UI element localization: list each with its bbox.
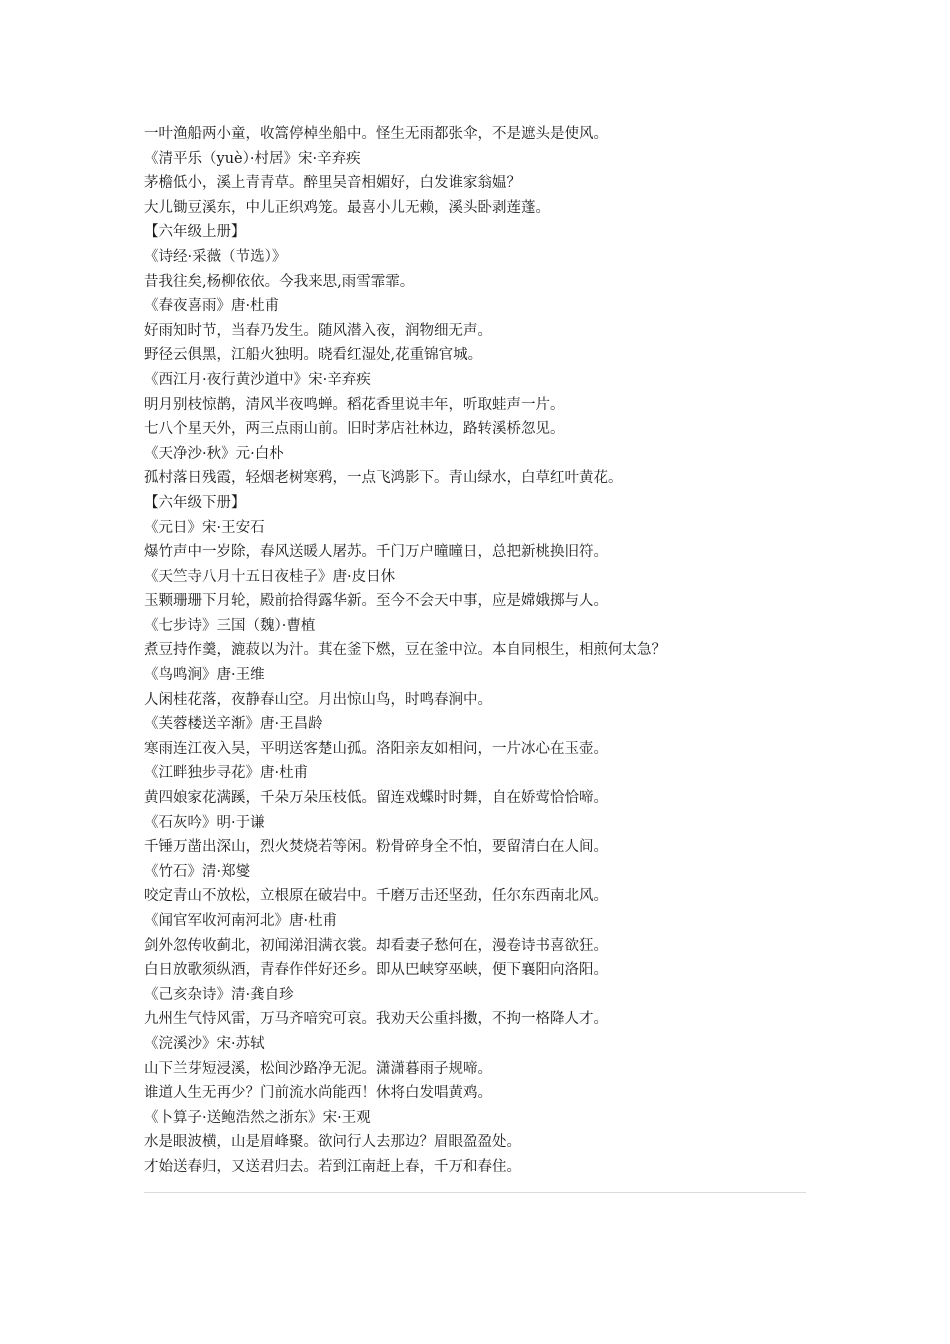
text-line: 《天竺寺八月十五日夜桂子》唐·皮日休 <box>144 568 396 585</box>
text-line: 《芙蓉楼送辛渐》唐·王昌龄 <box>144 716 323 733</box>
text-line: 九州生气恃风雷，万马齐喑究可哀。我劝天公重抖擞，不拘一格降人才。 <box>144 1011 608 1028</box>
text-line: 《春夜喜雨》唐·杜甫 <box>144 298 280 315</box>
text-line: 【六年级上册】 <box>144 224 246 241</box>
text-line: 《诗经·采薇（节选）》 <box>144 248 287 265</box>
poem-text-body <box>144 122 824 1180</box>
text-line: 玉颗珊珊下月轮，殿前拾得露华新。至今不会天中事，应是嫦娥掷与人。 <box>144 593 608 610</box>
text-line: 《元日》宋·王安石 <box>144 519 265 536</box>
text-line: 才始送春归，又送君归去。若到江南赶上春，千万和春住。 <box>144 1158 521 1175</box>
text-line: 人闲桂花落，夜静春山空。月出惊山鸟，时鸣春涧中。 <box>144 691 492 708</box>
text-line: 水是眼波横，山是眉峰聚。欲问行人去那边？眉眼盈盈处。 <box>144 1134 521 1151</box>
text-line: 【六年级下册】 <box>144 494 246 511</box>
text-line: 《七步诗》三国（魏）·曹植 <box>144 617 316 634</box>
text-line: 孤村落日残霞，轻烟老树寒鸦，一点飞鸿影下。青山绿水，白草红叶黄花。 <box>144 470 623 487</box>
text-line: 好雨知时节，当春乃发生。随风潜入夜，润物细无声。 <box>144 322 492 339</box>
text-line: 白日放歌须纵酒，青春作伴好还乡。即从巴峡穿巫峡，便下襄阳向洛阳。 <box>144 962 608 979</box>
text-line: 剑外忽传收蓟北，初闻涕泪满衣裳。却看妻子愁何在，漫卷诗书喜欲狂。 <box>144 937 608 954</box>
text-line: 《石灰吟》明·于谦 <box>144 814 265 831</box>
text-line: 明月别枝惊鹊，清风半夜鸣蝉。稻花香里说丰年，听取蛙声一片。 <box>144 396 565 413</box>
text-line: 《己亥杂诗》清·龚自珍 <box>144 986 294 1003</box>
text-line: 谁道人生无再少？门前流水尚能西！休将白发唱黄鸡。 <box>144 1085 492 1102</box>
text-line: 昔我往矣,杨柳依依。今我来思,雨雪霏霏。 <box>144 273 415 290</box>
text-line: 山下兰芽短浸溪，松间沙路净无泥。潇潇暮雨子规啼。 <box>144 1060 492 1077</box>
text-line: 《鸟鸣涧》唐·王维 <box>144 667 265 684</box>
text-line: 《卜算子·送鲍浩然之浙东》宋·王观 <box>144 1109 371 1126</box>
text-line: 《浣溪沙》宋·苏轼 <box>144 1035 265 1052</box>
text-line: 煮豆持作羹，漉菽以为汁。萁在釜下燃，豆在釜中泣。本自同根生，相煎何太急？ <box>144 642 666 659</box>
text-line: 《清平乐（yuè）·村居》宋·辛弃疾 <box>144 150 361 167</box>
text-line: 爆竹声中一岁除，春风送暖人屠苏。千门万户曈曈日，总把新桃换旧符。 <box>144 544 608 561</box>
text-line: 《西江月·夜行黄沙道中》宋·辛弃疾 <box>144 371 371 388</box>
text-line: 《闻官军收河南河北》唐·杜甫 <box>144 913 338 929</box>
text-line: 《江畔独步寻花》唐·杜甫 <box>144 765 309 782</box>
page-bottom-divider <box>144 1192 806 1193</box>
text-line: 一叶渔船两小童，收篙停棹坐船中。怪生无雨都张伞，不是遮头是使风。 <box>144 126 608 142</box>
text-line: 茅檐低小，溪上青青草。醉里吴音相媚好，白发谁家翁媪？ <box>144 175 521 192</box>
text-line: 《天净沙·秋》元·白朴 <box>144 445 284 462</box>
text-line: 千锤万凿出深山，烈火焚烧若等闲。粉骨碎身全不怕，要留清白在人间。 <box>144 839 608 856</box>
text-line: 七八个星天外，两三点雨山前。旧时茅店社林边，路转溪桥忽见。 <box>144 421 565 438</box>
text-line: 咬定青山不放松，立根原在破岩中。千磨万击还坚劲，任尔东西南北风。 <box>144 888 608 905</box>
text-line: 寒雨连江夜入吴，平明送客楚山孤。洛阳亲友如相问，一片冰心在玉壶。 <box>144 740 608 757</box>
text-line: 黄四娘家花满蹊，千朵万朵压枝低。留连戏蝶时时舞，自在娇莺恰恰啼。 <box>144 790 608 807</box>
text-line: 《竹石》清·郑燮 <box>144 863 251 880</box>
text-line: 大儿锄豆溪东，中儿正织鸡笼。最喜小儿无赖，溪头卧剥莲蓬。 <box>144 199 550 216</box>
text-line: 野径云俱黑，江船火独明。晓看红湿处,花重锦官城。 <box>144 347 483 364</box>
